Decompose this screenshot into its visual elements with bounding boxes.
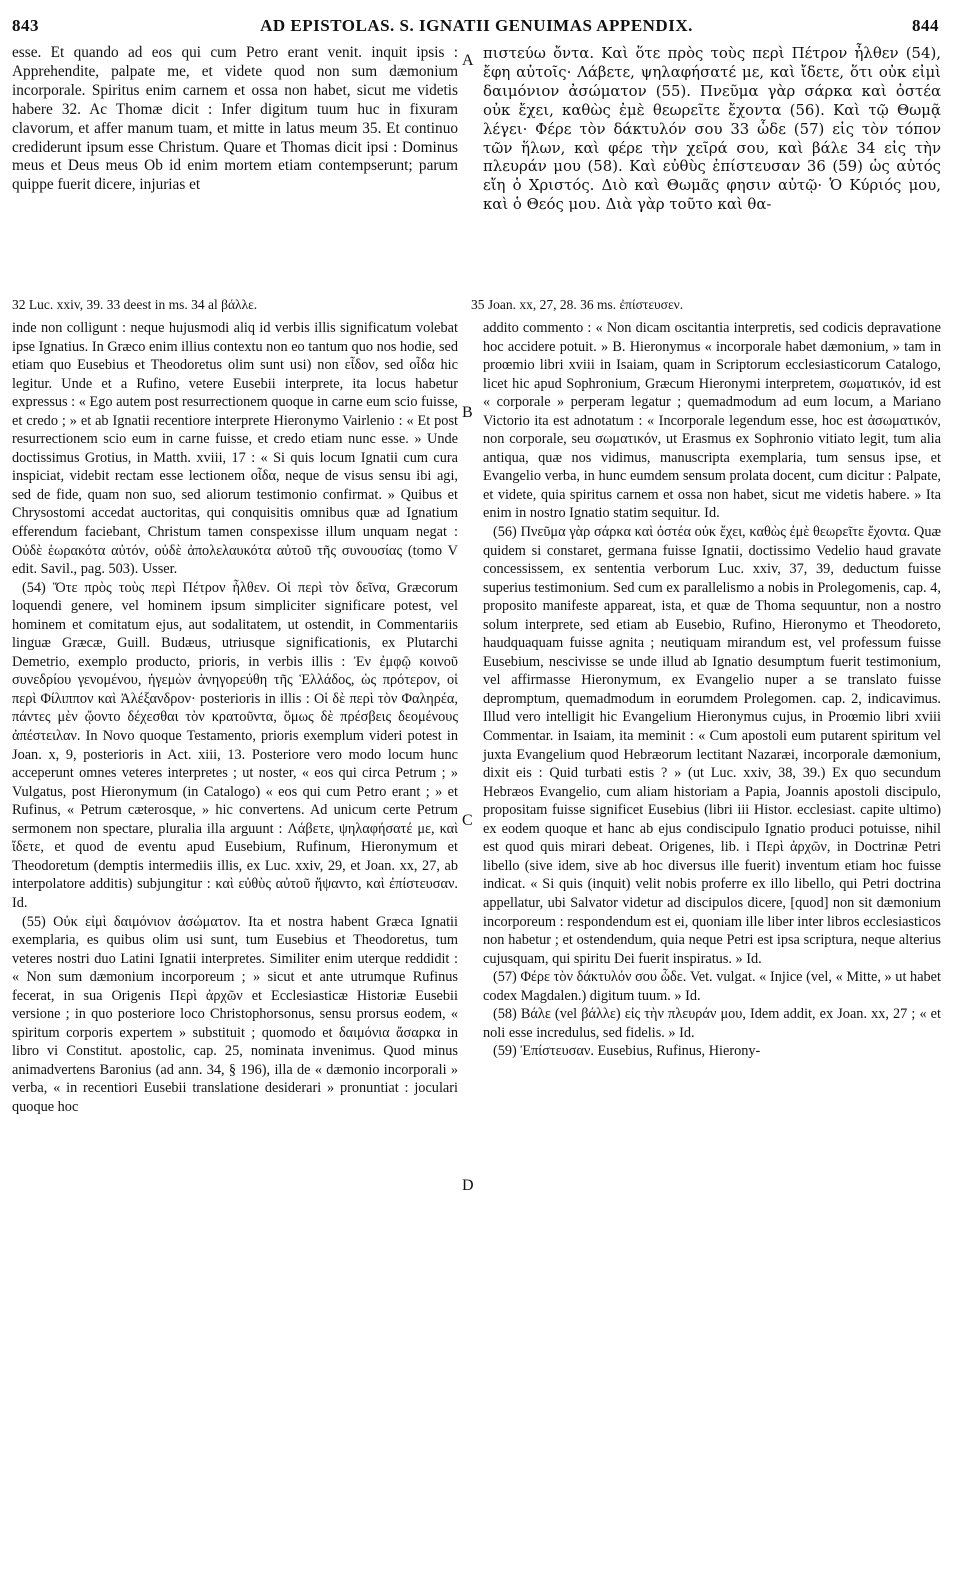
margin-letter-b: B <box>462 404 473 421</box>
footnotes-left: 32 Luc. xxiv, 39. 33 deest in ms. 34 al βάλλε. <box>12 297 258 312</box>
greek-text: πιστεύω ὄντα. Καὶ ὅτε πρὸς τοὺς περὶ Πέτρον ἦλθεν (54), ἔφη αὐτοῖς· Λάβετε, ψηλαφήσατέ με, καὶ ἴδετε, ὅτι οὐκ εἰμὶ δαιμόνιον ἀσώματον (55). Πνεῦμα γὰρ σάρκα καὶ ὀστέα οὐκ ἔχει, καθὼς ἐμὲ θεωρεῖτε ἔχοντα (56). Καὶ τῷ Θωμᾷ λέγει· Φέρε τὸν δάκτυλόν σου 33 ὧδε (57) εἰς τὸν τόπον τῶν ἥλων, καὶ φέρε τὴν χεῖρά σου, καὶ βάλε 34 εἰς τὴν πλευράν μου (58). Καὶ εὐθὺς ἐπίστευσαν 36 (59) ὡς αὐτός εἴη ὁ Χριστός. Διὸ καὶ Θωμᾶς φησιν αὐτῷ· Ὁ Κύριός μου, καὶ ὁ Θεός μου. Διὰ γὰρ τοῦτο καὶ θα- <box>483 44 941 214</box>
latin-translation-text: esse. Et quando ad eos qui cum Petro erant venit. inquit ipsis : Apprehendite, palpate me, et videte quod non sum dæmonium incorporale. Spiritus enim carnem et ossa non habet, sicut me videtis habere 32. Ac Thomæ dicit : Infer digitum tuum huc in fixuram clavorum, et affer manum tuam, et mitte in latus meum 35. Et continuo crediderunt ipsum esse Christum. Quare et Thomas dicit ipsi : Dominus meus et Deus meus Ob id enim mortem etiam contempserunt; parum quippe fuerit dicere, injurias et <box>12 44 458 194</box>
footnotes-right: 35 Joan. xx, 27, 28. 36 ms. ἐπίστευσεν. <box>471 297 684 312</box>
commentary-note-57: (57) Φέρε τὸν δάκτυλόν σου ὧδε. Vet. vulgat. « Injice (vel, « Mitte, » ut habet codex Magdalen.) digitum tuum. » Id. <box>483 969 941 1004</box>
commentary-note-58: (58) Βάλε (vel βάλλε) εἰς τὴν πλευράν μου, Idem addit, ex Joan. xx, 27 ; « et noli esse incredulus, sed fidelis. » Id. <box>483 1006 941 1041</box>
margin-letter-c: C <box>462 812 473 829</box>
running-title: AD EPISTOLAS. S. IGNATII GENUIMAS APPENDIX. <box>260 16 693 35</box>
commentary-note-56: (56) Πνεῦμα γὰρ σάρκα καὶ ὀστέα οὐκ ἔχει, καθὼς ἐμὲ θεωρεῖτε ἔχοντα. Quæ quidem si constaret, germana fuisse Ignatii, doctissimo Vedelio haud gravate concessissem, ex sententia verborum Luc. xxiv, 37, 39, deductum fuisse superius testimonium. Sed cum ex parallelismo a nobis in Prolegomenis, cap. 4, proposito manifeste appareat, ista, et quæ de Thoma sequuntur, non a nostro solum interprete, sed etiam ab Eusebio, Rufino, Hieronymo et Theodoreto, haudquaquam fuisse agnita ; neutiquam mirandum est, vel professum fuisse Eusebium, nescivisse se unde illud ab Ignatio desumptum fuerit testimonium, vel affirmasse Hieronymum, ex Evangelio nuper a se translato fuisse depromptum, quemadmodum in eorumdem Prolegomen. cap. 2, indicavimus. Illud vero intelligit hic Evangelium Hieronymus cujus, in Proœmio libri xviii Commentar. in Isaiam, ita meminit : « Cum apostoli eum putarent spiritum vel juxta Evangelium quod Hebræorum lectitant Nazaræi, incorporale dæmonium, dixit eis : Quid turbati estis ? » (ut Luc. xxiv, 38, 39.) Ex quo secundum Hebræos Evangelio, cum aliam historiam a Papia, Joannis apostoli discipulo, propositam fuisse significet Eusebius (libri iii Histor. ecclesiast. capite ultimo) ex eodem quoque et hanc ab ejus condiscipulo Ignatio produci potuisse, nihil est quod quis mirari debeat. Origenes, lib. i Περὶ ἀρχῶν, in Doctrinæ Petri libello (sive idem, sive ab hoc diversus ille fuerit) inventum etiam hoc fuisse indicat. « Si quis (inquit) velit nobis proferre ex illo libello, qui Petri doctrina appellatur, ubi Salvator videtur ad discipulos dicere, [quod] non sit dæmonium incorporeum : respondendum est ei, quoniam ille liber inter libros ecclesiasticos non habetur ; et ostendendum, quia neque Petri est ipsa scriptura, neque alterius cujusquam, qui spiritu Dei fuerit inspiratus. » Id. <box>483 524 941 967</box>
commentary-left-column <box>12 319 458 1117</box>
commentary-paragraph: addito commento : « Non dicam oscitantia interpretis, sed codicis depravatione hoc accidere potuit. » B. Hieronymus « incorporale habet dæmonium, » tam in proœmio libri xviii in Isaiam, quam in Scriptorum ecclesiasticorum Catalogo, licet hic apud Sophronium, Græcum Hieronymi interpretem, σωματικόν, id est « corporale » perperam legatur ; quemadmodum ad eum locum, a Mariano Victorio ita est adnotatum : « Incorporale legendum esse, hoc est ἀσωματικόν, non corporale, seu σωματικόν, ut Erasmus ex Sophronio vitiato legit, tum alia antiqua, quæ nos vidimus, manuscripta exemplaria, tum sensus ipse, et Evangelio verba, in hunc eumdem sensum prolata docent, cum dicitur : Palpate, et videte, quia spiritus carnem et ossa non habet, sicut me videtis habere. » Ita enim in nostro Ignatio statim sequitur. Id. <box>483 320 941 522</box>
running-header <box>0 10 953 40</box>
page-number-left: 843 <box>12 16 39 35</box>
commentary-right-column <box>483 319 941 1061</box>
commentary-note-59: (59) Ἐπίστευσαν. Eusebius, Rufinus, Hierony- <box>493 1043 761 1060</box>
margin-letter-d: D <box>462 1177 474 1194</box>
commentary-note-54: (54) Ὅτε πρὸς τοὺς περὶ Πέτρον ἦλθεν. Οἱ περὶ τὸν δεῖνα, Græcorum loquendi genere, vel hominem ipsum simpliciter significare potest, vel hominem et comitatum ejus, aut sodalitatem, ut ostendit, in Commentariis linguæ Græcæ, Guill. Budæus, utriusque significationis, ex Plutarchi Demetrio, exemplo producto, prioris, in verbis illis : Ἐν ἐμφῷ κοινοῦ συνεδρίου γενομένου, ἡγεμὼν ἀνηγορεύθη τῆς Ἑλλάδος, ὡς πρότερον, οἱ περὶ Φίλιππον καὶ Ἀλέξανδρον· posterioris in illis : Οἱ δὲ περὶ τὸν Φαληρέα, πάντες μὲν ᾤοντο δέχεσθαι τὸν κρατοῦντα, ὅμως δὲ πρέσβεις δεομένους ἀπέστειλαν. In Novo quoque Testamento, prioris exemplum videri potest in Joan. x, 9, posterioris in Act. xiii, 13. Posteriore vero modo locum hunc acceperunt omnes veteres interpretes ; ut noster, « eos qui circa Petrum ; » Vulgatus, post Hieronymum (in Catalogo) « eos qui cum Petro erant ; » et Rufinus, « Petrum cæterosque, » hic convertens. Ad unicum certe Petrum sermonem non spectare, pluralia illa arguunt : Λάβετε, ψηλαφήσατέ με, καὶ ἴδετε, et quod de eventu apud Eusebium, Rufinum, Hieronymum et Theodoretum (demptis intermediis illis, ex Luc. xxiv, 29, et Joan. xx, 27, ab interpolatore additis) subjungitur : καὶ εὐθὺς αὐτοῦ ἥψαντο, καὶ ἐπίστευσαν. Id. <box>12 579 458 911</box>
margin-letter-a: A <box>462 52 474 69</box>
latin-translation-column <box>12 44 458 195</box>
commentary-note-55: (55) Οὐκ εἰμὶ δαιμόνιον ἀσώματον. Ita et nostra habent Græca Ignatii exemplaria, es quibus olim usi sunt, tum Eusebius et Theodoretus, tum veteres nostri duo Latini Ignatii interpretes. Similiter enim uterque reddidit : « Non sum dæmonium incorporeum ; » sicut et ante utrumque Rufinus fecerat, in sua Origenis Περὶ ἀρχῶν et Ecclesiasticæ Historiæ Eusebii versione ; in quo posteriore loco Christophorsonus, sensu prorsus eodem, « spiritum corporis expertem » substituit ; quomodo et δαιμόνια ἄσαρκα in libro vi Constitut. apostolic, cap. 25, nominata invenimus. Quod minus animadvertens Baronius (ad ann. 34, § 196), illa de « dæmonio incorporali » verba, « in recentiori Eusebii translatione desiderari » pronuntiat : joculari quoque hoc <box>12 913 458 1115</box>
greek-text-column <box>483 44 941 214</box>
commentary-paragraph: inde non colligunt : neque hujusmodi aliq id verbis illis significatum volebat ipse Ignatius. In Græco enim illius contextu non eo tantum quo nos hodie, sed etiam quo Eusebius et Theodoretus olim sunt usi) non εἶδον, sed οἶδα hic legitur. Unde et a Rufino, vetere Eusebii interprete, ita locus habetur expressus : « Ego autem post resurrectionem quoque in carne eum scio fuisse, et credo ; » et ab Ignatii recentiore interprete Hieronymo Vairlenio : « Et post resurrectionem scio eum in carne fuisse, et credo etiam nunc esse. » Unde doctissimus Grotius, in Matth. xviii, 17 : « Si quis locum Ignatii cum cura inspiciat, videbit rectam esse lectionem οἶδα, neque de visus sensu ibi agi, sed de fide, quam non suo, sed aliorum testimonio confirmat. » Quibus et Chrysostomi accedat auctoritas, qui conquisitis omnibus quæ ad Ignatium efferendum faciebant, Christum tamen conspexisse illum unquam negat : Οὐδὲ ἑωρακότα αὐτόν, οὐδὲ ἀπολελαυκότα αὐτοῦ τῆς συνουσίας (tomo V edit. Savil., pag. 503). Usser. <box>12 320 458 578</box>
page-number-right: 844 <box>912 16 939 35</box>
